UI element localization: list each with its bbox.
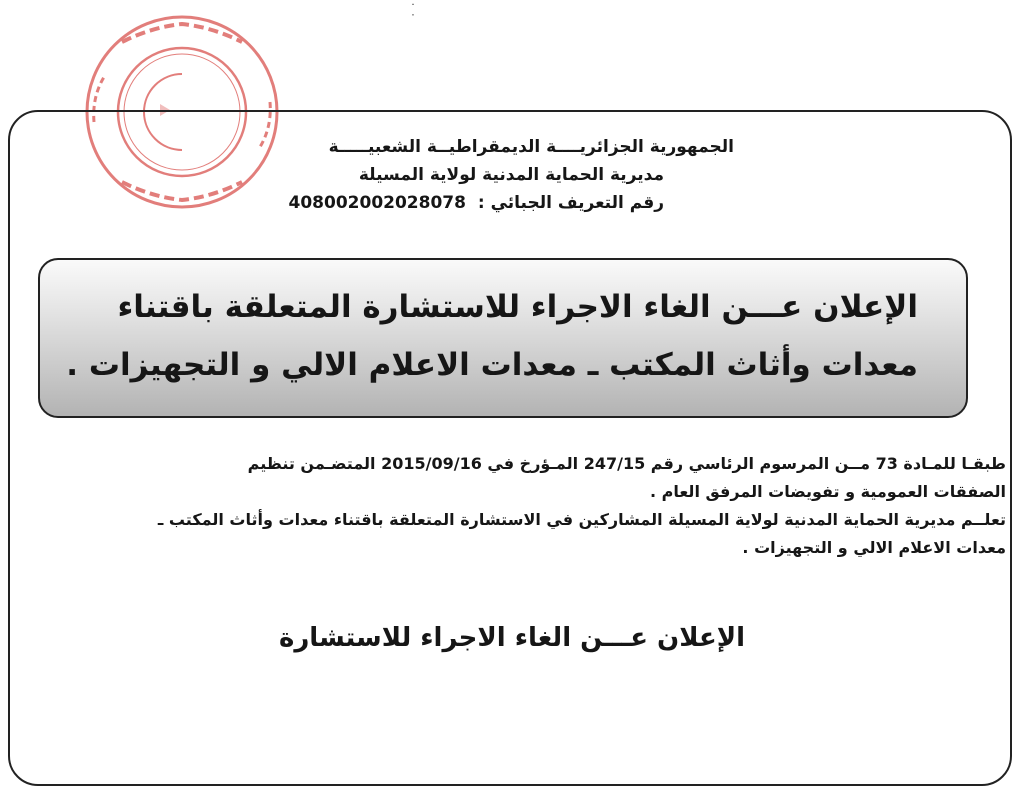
document-header <box>274 133 734 217</box>
tax-id-number: 408002002028078 <box>288 193 466 213</box>
country-name: الجمهورية الجزائريــــة الديمقراطيــة الشعبيـــــة <box>328 137 734 157</box>
banner-title-line-1: الإعلان عـــن الغاء الاجراء للاستشارة المتعلقة باقتناء <box>117 289 918 325</box>
body-line-1: طبقـا للمـادة 73 مــن المرسوم الرئاسي رقم 247/15 المـؤرخ في 2015/09/16 المتضـمن تنظيم <box>247 454 1006 473</box>
scan-mark: ˙̣ <box>410 2 416 16</box>
announcement-body <box>30 450 1006 562</box>
body-line-3: تعلــم مديرية الحماية المدنية لولاية المسيلة المشاركين في الاستشارة المتعلقة باقتناء معدات وأثاث المكتب ـ <box>157 510 1006 529</box>
directorate-name: مديرية الحماية المدنية لولاية المسيلة <box>358 165 664 185</box>
tax-id <box>274 189 734 217</box>
body-line-2: الصفقات العمومية و تفويضات المرفق العام . <box>650 482 1006 501</box>
banner-title <box>66 278 918 394</box>
footer-title: الإعلان عـــن الغاء الاجراء للاستشارة <box>278 623 745 653</box>
tax-id-label: رقم التعريف الجبائي : <box>477 193 664 213</box>
body-line-4: معدات الاعلام الالي و التجهيزات . <box>742 538 1006 557</box>
announcement-banner <box>38 258 968 418</box>
banner-title-line-2: معدات وأثاث المكتب ـ معدات الاعلام الالي و التجهيزات . <box>66 347 918 383</box>
